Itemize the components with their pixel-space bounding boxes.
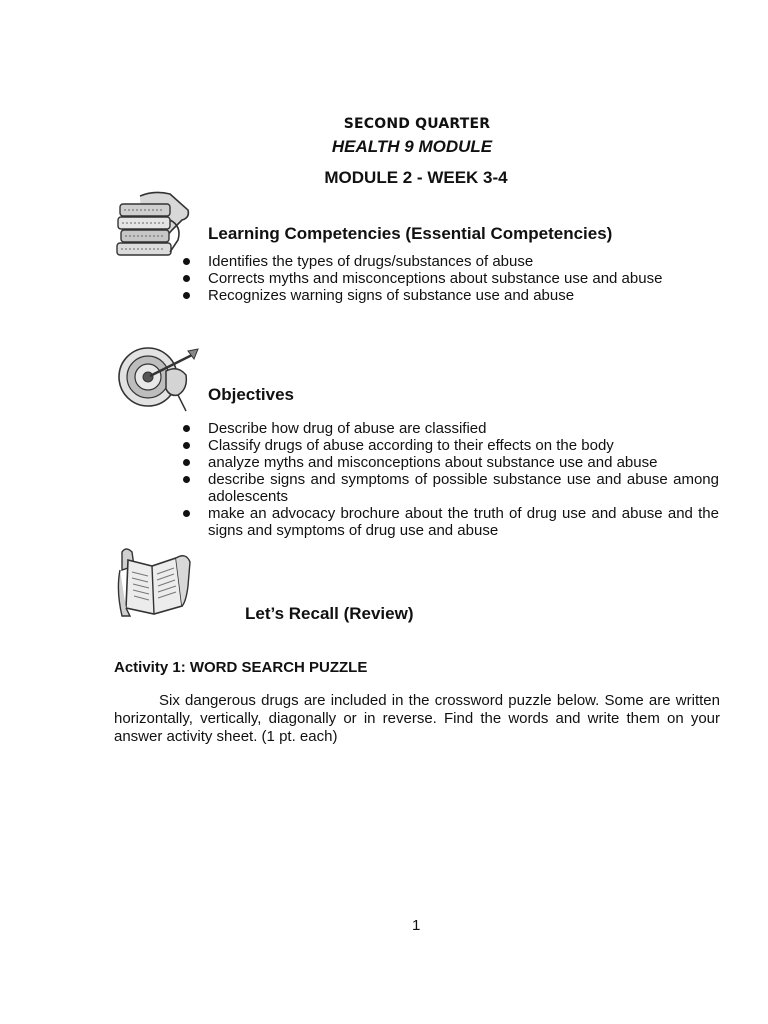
list-item: describe signs and symptoms of possible substance use and abuse among adolescents	[183, 471, 719, 505]
competencies-list	[183, 253, 703, 304]
list-item: Identifies the types of drugs/substances of abuse	[183, 253, 703, 270]
list-item: Classify drugs of abuse according to their effects on the body	[183, 437, 719, 454]
objectives-title: Objectives	[208, 385, 294, 404]
competencies-title: Learning Competencies (Essential Competencies)	[208, 224, 613, 243]
list-item: Describe how drug of abuse are classified	[183, 420, 719, 437]
document-header-quarter: SECOND QUARTER	[343, 116, 491, 132]
objectives-list	[183, 420, 719, 539]
list-item: make an advocacy brochure about the truth of drug use and abuse and the signs and symptoms of drug use and abuse	[183, 505, 719, 539]
books-icon	[112, 190, 196, 262]
bullet-icon	[183, 425, 190, 432]
list-item: Recognizes warning signs of substance use and abuse	[183, 287, 703, 304]
bullet-icon	[183, 476, 190, 483]
document-header-module: HEALTH 9 MODULE	[331, 137, 493, 156]
bullet-icon	[183, 258, 190, 265]
recall-title: Let’s Recall (Review)	[245, 604, 414, 623]
activity-instructions: Six dangerous drugs are included in the crossword puzzle below. Some are written horizontally, vertically, diagonally or in reverse. Find the words and write them on your answer activity sheet. (1 pt. each)	[114, 692, 720, 745]
list-item: Corrects myths and misconceptions about substance use and abuse	[183, 270, 703, 287]
bullet-icon	[183, 510, 190, 517]
bullet-icon	[183, 442, 190, 449]
target-dart-icon	[116, 345, 200, 413]
document-header-week: MODULE 2 - WEEK 3-4	[324, 168, 508, 187]
open-book-icon	[112, 546, 192, 620]
bullet-icon	[183, 292, 190, 299]
bullet-icon	[183, 275, 190, 282]
list-item: analyze myths and misconceptions about substance use and abuse	[183, 454, 719, 471]
page-number: 1	[412, 917, 421, 934]
bullet-icon	[183, 459, 190, 466]
activity-title: Activity 1: WORD SEARCH PUZZLE	[114, 659, 368, 676]
